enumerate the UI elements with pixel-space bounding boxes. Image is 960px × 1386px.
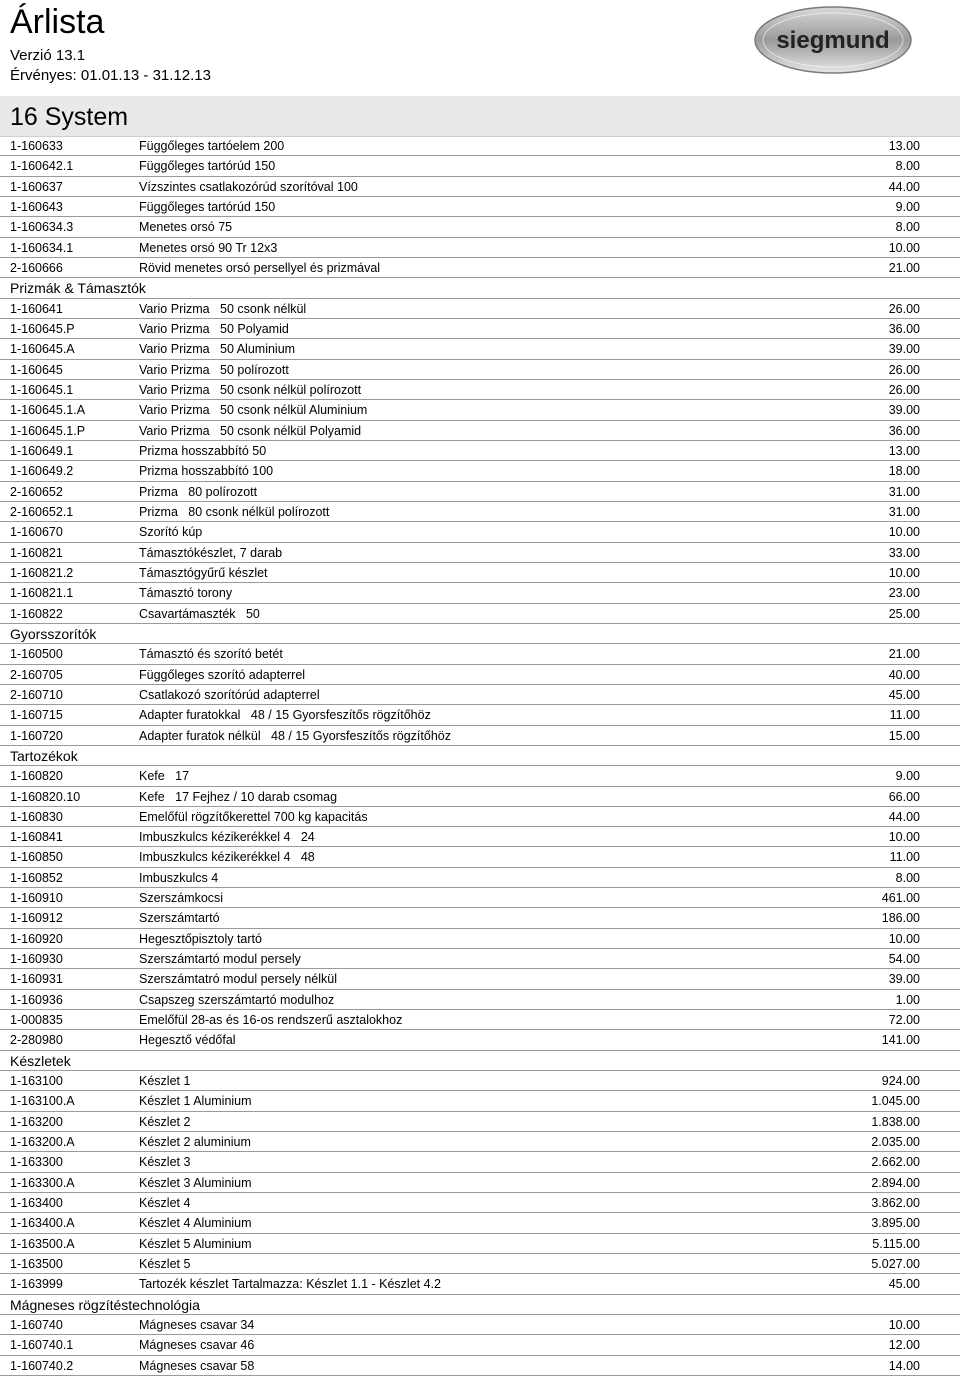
item-description: Csavartámaszték 50 [139,606,260,621]
item-code: 1-160645.A [10,342,75,357]
item-price: 10.00 [888,565,920,580]
item-price: 12.00 [888,1338,920,1353]
item-price: 45.00 [888,1277,920,1292]
item-code: 1-160931 [10,972,63,987]
item-price: 924.00 [881,1074,920,1089]
item-description: Készlet 3 [139,1155,191,1170]
item-price: 18.00 [888,464,920,479]
item-code: 2-160652.1 [10,504,74,519]
item-code: 1-160740.2 [10,1358,74,1373]
item-price: 39.00 [888,403,920,418]
item-price: 36.00 [888,423,920,438]
table-row [0,360,960,380]
item-description: Vario Prizma 50 Polyamid [139,321,289,336]
item-code: 1-160637 [10,179,63,194]
item-price: 11.00 [889,708,920,723]
version-label: Verzió 13.1 [10,47,86,64]
item-price: 44.00 [888,179,920,194]
table-row [0,766,960,786]
item-price: 141.00 [881,1033,920,1048]
item-price: 72.00 [888,1013,920,1028]
item-price: 39.00 [888,972,920,987]
item-description: Hegesztőpisztoly tartó [139,931,262,946]
item-description: Rövid menetes orsó persellyel és prizmával [139,260,381,275]
item-price: 1.00 [895,992,920,1007]
item-code: 1-163100 [10,1074,63,1089]
item-price: 10.00 [888,830,920,845]
item-description: Menetes orsó 90 Tr 12x3 [139,240,278,255]
item-code: 1-160645.1.A [10,403,86,418]
item-code: 1-160821.1 [10,586,74,601]
table-row [0,1234,960,1254]
table-row [0,339,960,359]
section-band [0,96,960,137]
item-price: 15.00 [888,728,920,743]
item-description: Menetes orsó 75 [139,220,233,235]
item-code: 2-160710 [10,687,63,702]
table-row [0,441,960,461]
table-row [0,807,960,827]
item-code: 1-160645.P [10,321,75,336]
item-price: 31.00 [888,484,920,499]
item-code: 1-160852 [10,870,63,885]
table-row [0,197,960,217]
table-row [0,421,960,441]
table-row [0,908,960,928]
item-price: 5.027.00 [871,1257,920,1272]
siegmund-logo [753,5,913,75]
item-code: 1-160500 [10,647,63,662]
item-description: Készlet 1 Aluminium [139,1094,252,1109]
item-code: 2-160705 [10,667,63,682]
item-description: Függőleges tartórúd 150 [139,199,276,214]
item-code: 1-160820 [10,769,63,784]
item-price: 461.00 [881,891,920,906]
item-description: Szerszámkocsi [139,891,224,906]
item-description: Vario Prizma 50 csonk nélkül polírozott [139,382,362,397]
item-price: 10.00 [888,240,920,255]
item-description: Kefe 17 Fejhez / 10 darab csomag [139,789,338,804]
item-description: Függőleges tartórúd 150 [139,159,276,174]
item-description: Imbuszkulcs kézikerékkel 4 24 [139,830,315,845]
item-code: 1-160645.1 [10,382,74,397]
item-description: Függőleges tartóelem 200 [139,139,285,153]
item-code: 1-163100.A [10,1094,75,1109]
group-title: Mágneses rögzítéstechnológia [10,1296,200,1313]
item-price: 8.00 [895,220,920,235]
table-row [0,685,960,705]
item-price: 11.00 [889,850,920,865]
item-code: 1-160645.1.P [10,423,86,438]
item-price: 33.00 [888,545,920,560]
item-code: 1-163999 [10,1277,63,1292]
item-price: 2.035.00 [871,1135,920,1150]
table-row [0,1356,960,1376]
item-description: Hegesztő védőfal [139,1033,236,1048]
item-code: 1-160821.2 [10,565,74,580]
table-row [0,1213,960,1233]
table-row [0,949,960,969]
item-description: Készlet 4 Aluminium [139,1216,252,1231]
logo-text: siegmund [776,27,890,54]
item-description: Prizma hosszabbító 100 [139,464,274,479]
table-row [0,1010,960,1030]
item-price: 21.00 [888,260,920,275]
table-row [0,726,960,746]
item-description: Függőleges szorító adapterrel [139,667,306,682]
item-code: 1-160720 [10,728,63,743]
item-description: Kefe 17 [139,769,190,784]
table-row [0,156,960,176]
item-code: 1-160642.1 [10,159,74,174]
table-row [0,1071,960,1091]
item-code: 1-000835 [10,1013,63,1028]
item-price: 1.045.00 [871,1094,920,1109]
table-row [0,990,960,1010]
item-description: Készlet 4 [139,1196,191,1211]
item-code: 1-160912 [10,911,63,926]
item-price: 26.00 [888,362,920,377]
item-code: 1-163200 [10,1114,63,1129]
price-table [0,136,960,1376]
item-code: 1-160641 [10,301,63,316]
item-description: Imbuszkulcs kézikerékkel 4 48 [139,850,315,865]
item-description: Emelőfül rögzítőkerettel 700 kg kapacitás [139,809,368,824]
item-description: Szorító kúp [139,525,203,540]
item-code: 1-160830 [10,809,63,824]
table-row [0,1315,960,1335]
item-code: 1-163500.A [10,1236,75,1251]
group-heading [0,1295,960,1315]
item-price: 21.00 [888,647,920,662]
item-price: 23.00 [888,586,920,601]
item-code: 1-163400 [10,1196,63,1211]
item-price: 26.00 [888,382,920,397]
table-row [0,1091,960,1111]
item-price: 10.00 [888,525,920,540]
item-description: Mágneses csavar 46 [139,1338,255,1353]
group-heading [0,624,960,644]
item-description: Vario Prizma 50 Aluminium [139,342,296,357]
item-price: 13.00 [888,443,920,458]
item-price: 3.862.00 [871,1196,920,1211]
item-price: 10.00 [888,931,920,946]
item-price: 10.00 [888,1318,920,1333]
item-code: 1-163400.A [10,1216,75,1231]
table-row [0,868,960,888]
table-row [0,1030,960,1050]
item-price: 31.00 [888,504,920,519]
table-row [0,502,960,522]
group-heading [0,278,960,298]
item-description: Csatlakozó szorítórúd adapterrel [139,687,320,702]
item-code: 1-160740 [10,1318,63,1333]
item-description: Szerszámtartó [139,911,220,926]
item-code: 1-160821 [10,545,63,560]
table-row [0,665,960,685]
item-price: 3.895.00 [871,1216,920,1231]
table-row [0,400,960,420]
item-code: 1-160715 [10,708,63,723]
item-description: Készlet 2 [139,1114,191,1129]
item-description: Prizma hosszabbító 50 [139,443,267,458]
item-price: 2.662.00 [871,1155,920,1170]
table-row [0,847,960,867]
table-row [0,929,960,949]
item-code: 1-160649.2 [10,464,74,479]
item-description: Támasztó és szorító betét [139,647,283,662]
page-title: Árlista [10,3,105,41]
item-price: 186.00 [881,911,920,926]
item-price: 8.00 [895,870,920,885]
table-row [0,238,960,258]
item-description: Mágneses csavar 34 [139,1318,255,1333]
table-row [0,1335,960,1355]
item-code: 2-280980 [10,1033,63,1048]
validity-label: Érvényes: 01.01.13 - 31.12.13 [10,67,211,84]
page-header [0,0,960,96]
item-description: Szerszámtatró modul persely nélkül [139,972,337,987]
item-code: 1-160850 [10,850,63,865]
item-description: Mágneses csavar 58 [139,1358,255,1373]
item-price: 25.00 [888,606,920,621]
table-row [0,787,960,807]
table-row [0,644,960,664]
item-price: 36.00 [888,321,920,336]
table-row [0,299,960,319]
table-row [0,1254,960,1274]
item-code: 2-160652 [10,484,63,499]
item-code: 1-163500 [10,1257,63,1272]
item-price: 14.00 [888,1358,920,1373]
item-description: Imbuszkulcs 4 [139,870,219,885]
group-title: Készletek [10,1052,71,1069]
table-row [0,258,960,278]
item-code: 1-163300 [10,1155,63,1170]
table-row [0,1193,960,1213]
item-price: 9.00 [895,199,920,214]
item-description: Támasztókészlet, 7 darab [139,545,283,560]
item-code: 1-160643 [10,199,63,214]
item-description: Tartozék készlet Tartalmazza: Készlet 1.1 - Készlet 4.2 [139,1277,441,1292]
item-price: 2.894.00 [871,1175,920,1190]
table-row [0,1152,960,1172]
item-description: Vario Prizma 50 csonk nélkül Polyamid [139,423,362,438]
item-price: 8.00 [895,159,920,174]
table-row [0,1132,960,1152]
item-price: 39.00 [888,342,920,357]
item-code: 1-160920 [10,931,63,946]
item-price: 45.00 [888,687,920,702]
table-row [0,969,960,989]
item-code: 2-160666 [10,260,63,275]
item-code: 1-160930 [10,952,63,967]
item-code: 1-160633 [10,139,63,153]
item-code: 1-160740.1 [10,1338,74,1353]
table-row [0,380,960,400]
item-description: Prizma 80 polírozott [139,484,258,499]
table-row [0,1112,960,1132]
item-description: Szerszámtartó modul persely [139,952,301,967]
item-code: 1-160841 [10,830,63,845]
item-code: 1-160822 [10,606,63,621]
table-row [0,177,960,197]
item-description: Vario Prizma 50 csonk nélkül [139,301,307,316]
table-row [0,522,960,542]
table-row [0,583,960,603]
item-description: Készlet 3 Aluminium [139,1175,252,1190]
item-price: 44.00 [888,809,920,824]
group-title: Tartozékok [10,747,78,764]
table-row [0,1173,960,1193]
table-row [0,319,960,339]
item-code: 1-163200.A [10,1135,75,1150]
item-description: Támasztógyűrű készlet [139,565,268,580]
item-description: Támasztó torony [139,586,233,601]
item-description: Készlet 5 [139,1257,191,1272]
table-row [0,482,960,502]
item-code: 1-160936 [10,992,63,1007]
item-price: 1.838.00 [871,1114,920,1129]
item-code: 1-160670 [10,525,63,540]
item-price: 54.00 [888,952,920,967]
item-description: Vario Prizma 50 polírozott [139,362,289,377]
table-row [0,604,960,624]
item-price: 5.115.00 [872,1236,920,1251]
table-row [0,888,960,908]
item-price: 9.00 [895,769,920,784]
table-row [0,217,960,237]
table-row [0,461,960,481]
item-description: Vario Prizma 50 csonk nélkül Aluminium [139,403,368,418]
item-price: 66.00 [888,789,920,804]
item-code: 1-160634.1 [10,240,74,255]
item-description: Adapter furatok nélkül 48 / 15 Gyorsfeszítős rögzítőhöz [139,728,451,743]
item-description: Vízszintes csatlakozórúd szorítóval 100 [139,179,358,194]
item-description: Készlet 2 aluminium [139,1135,251,1150]
item-description: Adapter furatokkal 48 / 15 Gyorsfeszítős rögzítőhöz [139,708,431,723]
item-price: 40.00 [888,667,920,682]
item-code: 1-160645 [10,362,63,377]
table-row [0,543,960,563]
table-row [0,136,960,156]
group-title: Gyorsszorítók [10,625,97,642]
item-description: Készlet 1 [139,1074,191,1089]
item-description: Csapszeg szerszámtartó modulhoz [139,992,335,1007]
group-heading [0,746,960,766]
item-price: 26.00 [888,301,920,316]
item-code: 1-160649.1 [10,443,74,458]
table-row [0,1274,960,1294]
item-description: Emelőfül 28-as és 16-os rendszerű asztalokhoz [139,1013,403,1028]
table-row [0,705,960,725]
item-code: 1-163300.A [10,1175,75,1190]
group-heading [0,1051,960,1071]
section-title: 16 System [10,103,129,131]
item-code: 1-160910 [10,891,63,906]
item-code: 1-160820.10 [10,789,81,804]
item-description: Prizma 80 csonk nélkül polírozott [139,504,330,519]
table-row [0,827,960,847]
group-title: Prizmák & Támasztók [10,280,146,297]
item-description: Készlet 5 Aluminium [139,1236,252,1251]
table-row [0,563,960,583]
item-price: 13.00 [888,139,920,153]
item-code: 1-160634.3 [10,220,74,235]
